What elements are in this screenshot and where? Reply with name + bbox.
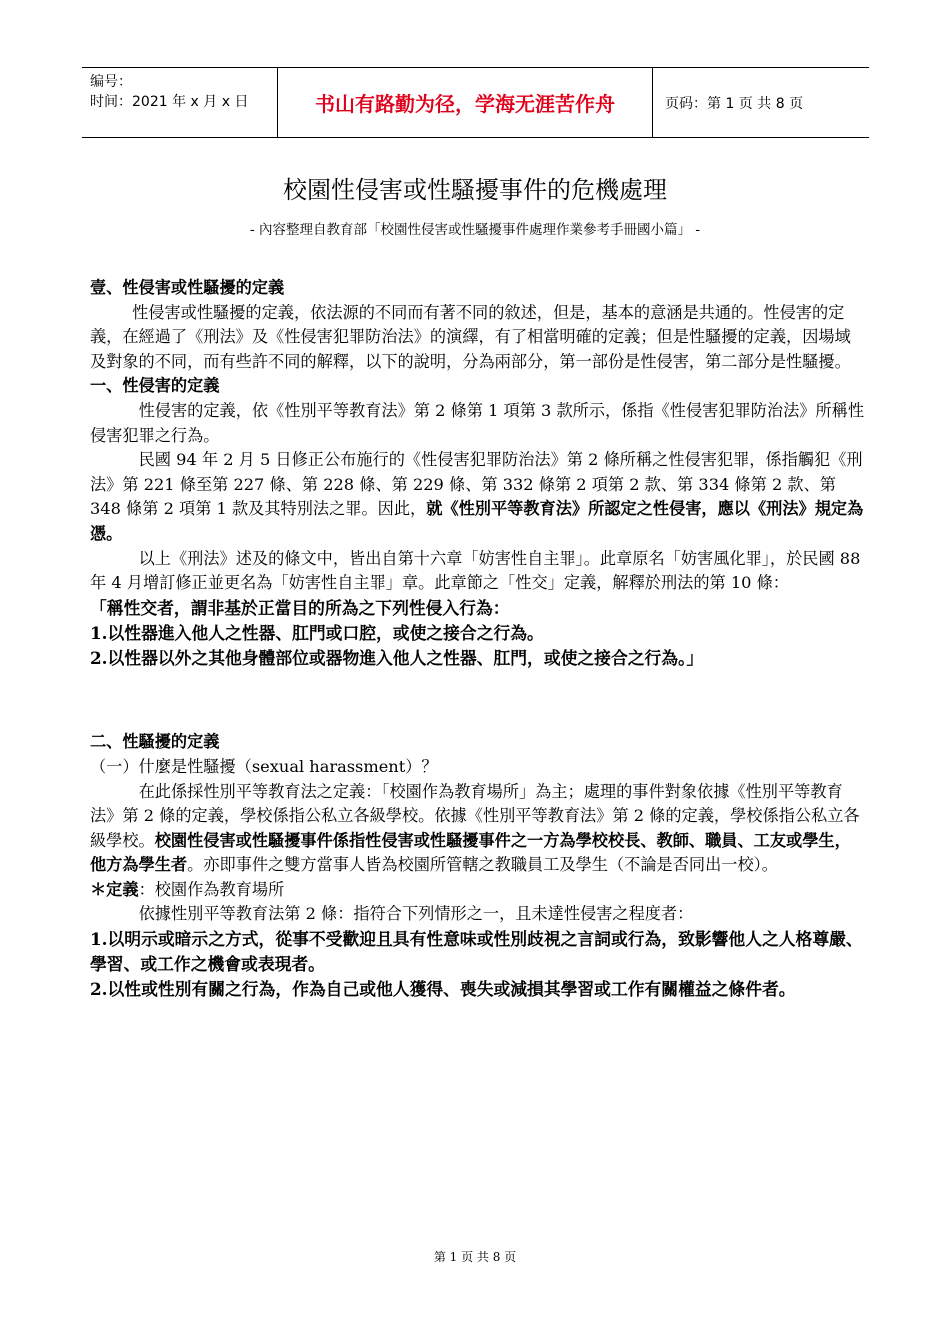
spacer bbox=[90, 671, 865, 730]
assault-paragraph-2 bbox=[90, 448, 865, 546]
definition-label: ＊定義 bbox=[90, 879, 139, 899]
section-heading-harassment: 二、性騷擾的定義 bbox=[90, 732, 220, 752]
assault-paragraph-3: 以上《刑法》述及的條文中，皆出自第十六章「妨害性自主罪」。此章原名「妨害風化罪」，於民國 88 年 4 月增訂修正並更名為「妨害性自主罪」章。此章節之「性交」定義，解釋於刑法的第 10 條： bbox=[90, 548, 861, 593]
header-number: 编号： bbox=[90, 74, 132, 90]
definition-line bbox=[90, 878, 865, 903]
document-body bbox=[90, 276, 865, 1003]
page-header bbox=[82, 67, 869, 138]
harassment-subheading: （一）什麼是性騷擾（sexual harassment）？ bbox=[90, 756, 438, 776]
assault-paragraph-2-text: 民國 94 年 2 月 5 日修正公布施行的《性侵害犯罪防治法》第 2 條所稱之性侵害犯罪，係指觸犯《刑法》第 221 條至第 227 條、第 228 條、第 229 條、第 332 條第 2 項第 2 款、第 334 條第 2 款、第 348 條第 2 項第 1 款及其特別法之罪。因此， bbox=[90, 450, 863, 519]
harassment-paragraph-1-bold: 校園性侵害或性騷擾事件係指性侵害或性騷擾事件之一方為學校校長、教師、職員、工友或學生，他方為學生者 bbox=[90, 830, 851, 875]
law-quote-2: 1.以性器進入他人之性器、肛門或口腔，或使之接合之行為。 bbox=[90, 622, 544, 643]
document-subtitle: - 內容整理自教育部「校園性侵害或性騷擾事件處理作業參考手冊國小篇」 - bbox=[249, 222, 701, 238]
document-title: 校園性侵害或性騷擾事件的危機處理 bbox=[283, 176, 667, 204]
law-quote-1: 「稱性交者，謂非基於正當目的所為之下列性侵入行為： bbox=[90, 597, 510, 618]
header-time: 时间：2021 年 x 月 x 日 bbox=[90, 94, 249, 110]
section1-paragraph: 性侵害或性騷擾的定義，依法源的不同而有著不同的敘述，但是，基本的意涵是共通的。性侵害的定義，在經過了《刑法》及《性侵害犯罪防治法》的演繹，有了相當明確的定義；但是性騷擾的定義，因場域及對象的不同，而有些許不同的解釋，以下的說明，分為兩部分，第一部份是性侵害，第二部分是性騷擾。 bbox=[90, 302, 851, 371]
page-footer: 第 1 页 共 8 页 bbox=[433, 1250, 517, 1264]
section-heading-sexual-assault: 一、性侵害的定義 bbox=[90, 376, 220, 396]
assault-paragraph-1: 性侵害的定義，依《性別平等教育法》第 2 條第 1 項第 3 款所示，係指《性侵害犯罪防治法》所稱性侵害犯罪之行為。 bbox=[90, 400, 865, 445]
header-meta bbox=[82, 68, 278, 137]
definition-text: ：校園作為教育場所 bbox=[138, 879, 285, 899]
header-motto: 书山有路勤为径，学海无涯苦作舟 bbox=[315, 92, 615, 116]
assault-paragraph-2-bold: 就《性別平等教育法》所認定之性侵害，應以《刑法》規定為憑。 bbox=[90, 499, 864, 543]
harassment-item-2: 2.以性或性別有關之行為，作為自己或他人獲得、喪失或減損其學習或工作有關權益之條件者。 bbox=[90, 979, 796, 1000]
header-motto-cell bbox=[278, 68, 653, 137]
header-page-info: 页码：第 1 页 共 8 页 bbox=[665, 95, 804, 112]
harassment-item-1: 1.以明示或暗示之方式，從事不受歡迎且具有性意味或性別歧視之言詞或行為，致影響他人之人格尊嚴、學習、或工作之機會或表現者。 bbox=[90, 929, 863, 975]
harassment-paragraph-1-text: 在此係採性別平等教育法之定義：「校園作為教育場所」為主；處理的事件對象依據《性別平等教育法》第 2 條的定義，學校係指公私立各級學校。依據《性別平等教育法》第 2 條的定義，學校係指公私立各級學校。 bbox=[90, 781, 860, 850]
law-quote-3: 2.以性器以外之其他身體部位或器物進入他人之性器、肛門，或使之接合之行為。」 bbox=[90, 648, 704, 669]
harassment-paragraph-2: 依據性別平等教育法第 2 條：指符合下列情形之一，且未達性侵害之程度者： bbox=[138, 904, 694, 924]
harassment-paragraph-1 bbox=[90, 780, 865, 878]
section-heading-1: 壹、性侵害或性騷擾的定義 bbox=[90, 278, 285, 297]
harassment-paragraph-1-tail: 。亦即事件之雙方當事人皆為校園所管轄之教職員工及學生（不論是否同出一校）。 bbox=[187, 855, 778, 875]
